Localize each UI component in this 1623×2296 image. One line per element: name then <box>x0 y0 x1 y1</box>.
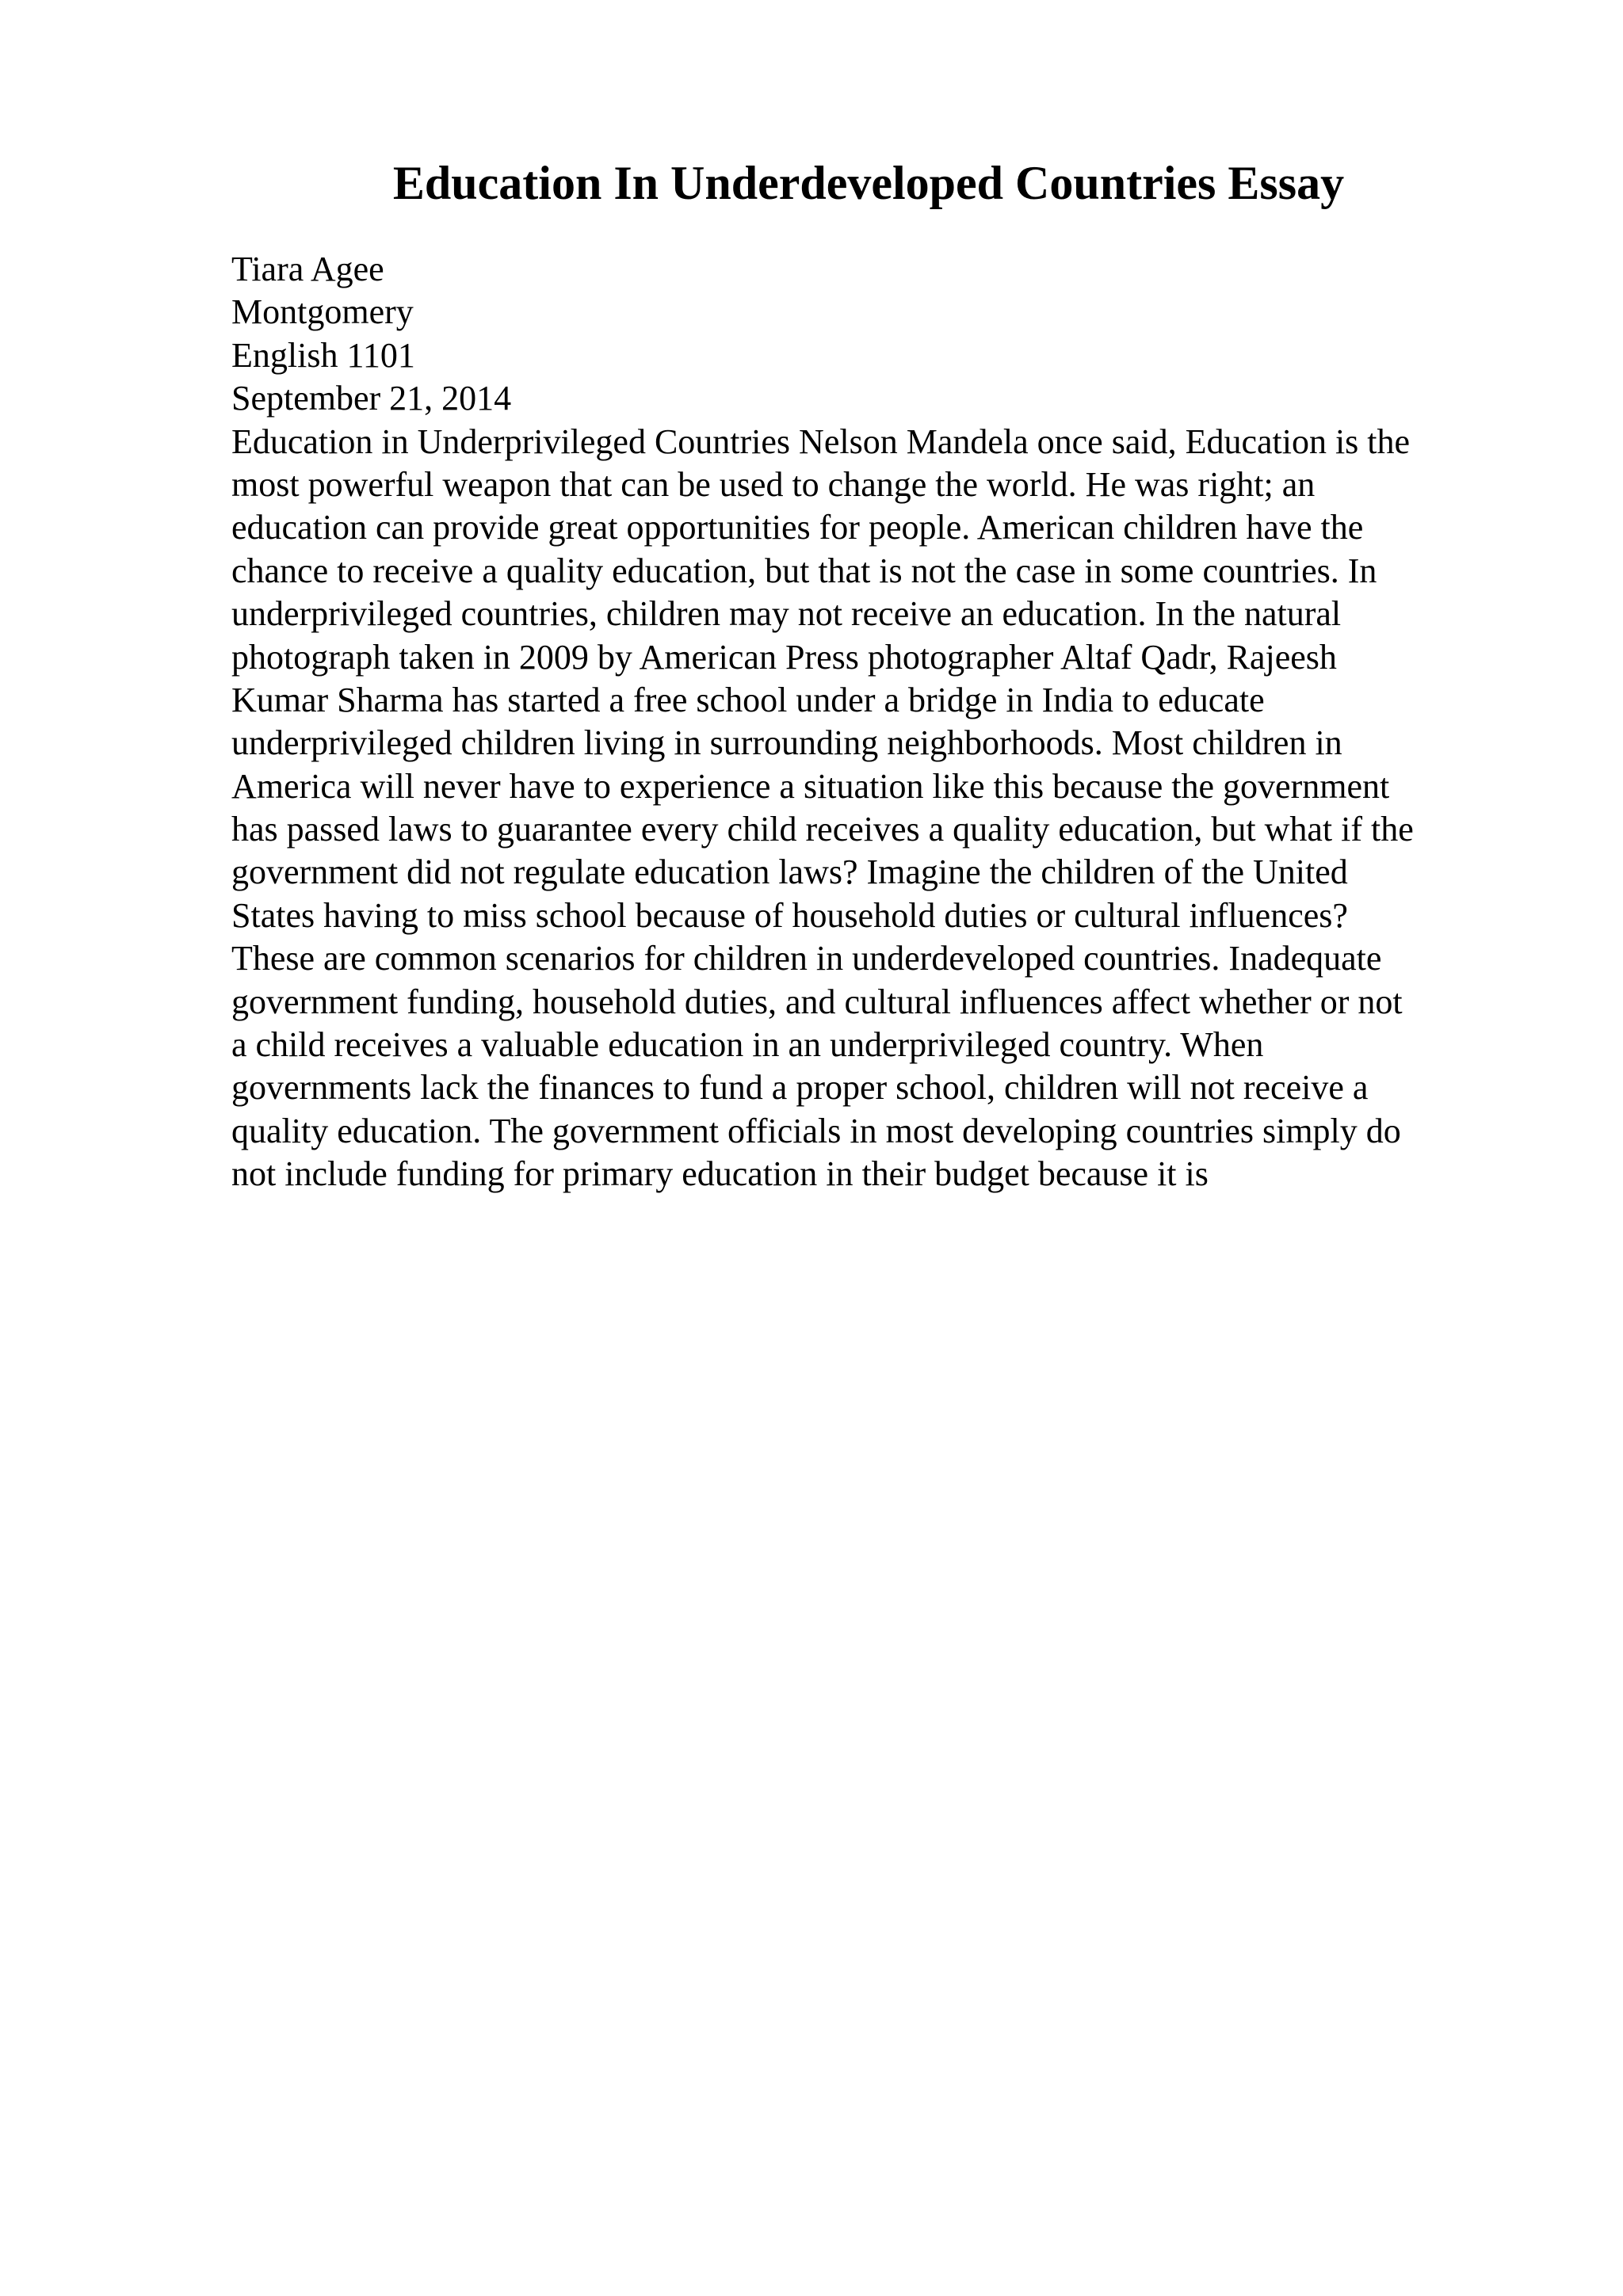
body-line: government funding, household duties, and cultural influences affect whether or not <box>231 982 1403 1021</box>
essay-body <box>231 421 1594 1196</box>
body-line: underprivileged children living in surrounding neighborhoods. Most children in <box>231 723 1342 763</box>
course-name: English 1101 <box>231 335 415 375</box>
essay-content <box>231 248 1594 1196</box>
body-line: has passed laws to guarantee every child receives a quality education, but what if the <box>231 810 1414 849</box>
body-line: government did not regulate education laws? Imagine the children of the United <box>231 852 1348 892</box>
body-line: States having to miss school because of household duties or cultural influences? <box>231 895 1348 935</box>
essay-date: September 21, 2014 <box>231 379 512 418</box>
body-line: America will never have to experience a situation like this because the government <box>231 766 1390 806</box>
body-line: quality education. The government officials in most developing countries simply do <box>231 1111 1401 1150</box>
body-line: not include funding for primary education in their budget because it is <box>231 1154 1209 1194</box>
body-line: chance to receive a quality education, but that is not the case in some countries. In <box>231 551 1377 590</box>
body-line: underprivileged countries, children may not receive an education. In the natural <box>231 594 1342 634</box>
body-line: a child receives a valuable education in an underprivileged country. When <box>231 1025 1264 1065</box>
body-line: These are common scenarios for children in underdeveloped countries. Inadequate <box>231 939 1382 978</box>
instructor-name: Montgomery <box>231 292 414 332</box>
essay-title: Education In Underdeveloped Countries Essay <box>392 157 1345 209</box>
body-line: governments lack the finances to fund a proper school, children will not receive a <box>231 1068 1369 1108</box>
body-line: most powerful weapon that can be used to change the world. He was right; an <box>231 464 1316 504</box>
body-line: education can provide great opportunities for people. American children have the <box>231 508 1364 547</box>
author-name: Tiara Agee <box>231 250 384 288</box>
body-line: Education in Underprivileged Countries Nelson Mandela once said, Education is the <box>231 421 1411 461</box>
body-line: Kumar Sharma has started a free school under a bridge in India to educate <box>231 680 1265 719</box>
body-line: photograph taken in 2009 by American Press photographer Altaf Qadr, Rajeesh <box>231 637 1337 677</box>
